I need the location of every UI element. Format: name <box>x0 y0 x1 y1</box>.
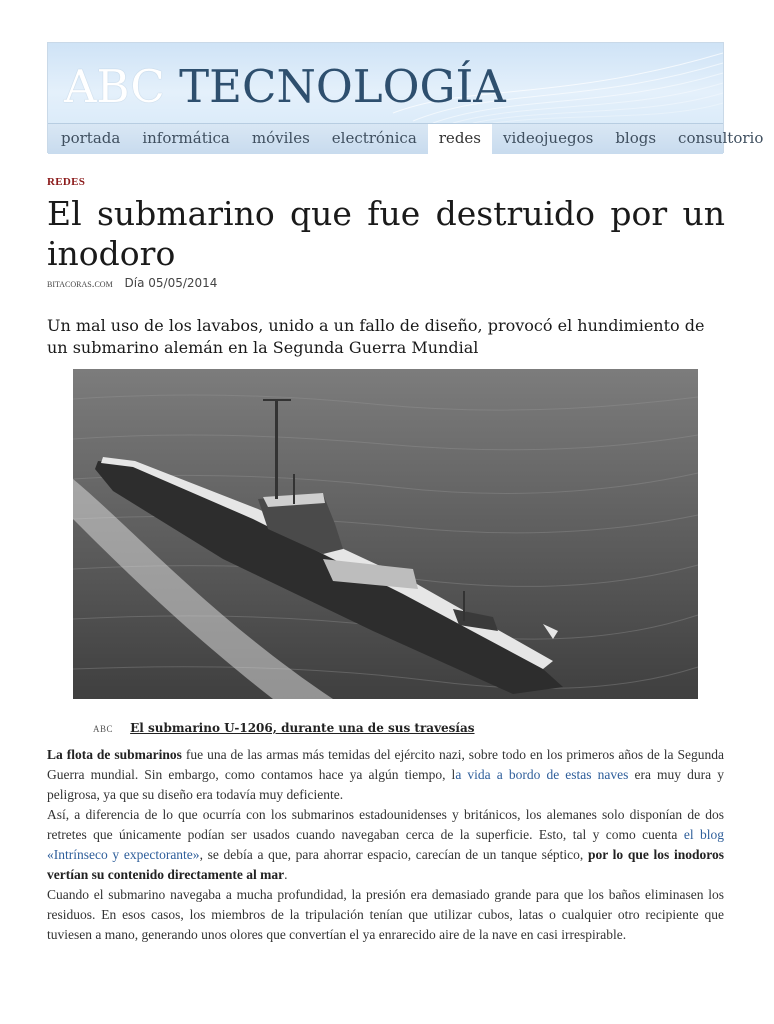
brand-section: TECNOLOGÍA <box>179 60 506 113</box>
site-logo[interactable] <box>64 61 506 113</box>
body-paragraph-2: Así, a diferencia de lo que ocurría con los submarinos estadounidenses y británicos, los alemanes solo disponían de dos retretes que únicamente podían ser usados cuando navegaban cerca de la superficie. Esto, tal y como cuenta el blog «Intrínseco y expectorante», se debía a que, para ahorrar espacio, carecían de un tanque séptico, por lo que los inodoros vertían su contenido directamente al mar. <box>47 807 724 882</box>
article-photo <box>73 369 698 699</box>
body-paragraph-1: La flota de submarinos fue una de las armas más temidas del ejército nazi, sobre todo en los primeros años de la Segunda Guerra mundial. Sin embargo, como contamos hace ya algún tiempo, la vida a bordo de estas naves era muy dura y peligrosa, ya que su diseño era todavía muy deficiente. <box>47 747 725 802</box>
body-paragraph-3: Cuando el submarino navegaba a mucha profundidad, la presión era demasiado grande para que los baños eliminasen los residuos. En esos casos, los miembros de la tripulación tenían que utilizar cubos, latas o cualquier otro recipiente que tuviesen a mano, generando unos olores que convertían el ya enrarecido aire de la nave en casi irrespirable. <box>47 887 724 942</box>
nav-item-consultorio[interactable]: consultorio <box>678 129 764 147</box>
nav-item-electronica[interactable]: electrónica <box>331 129 417 147</box>
nav-item-moviles[interactable]: móviles <box>251 129 310 147</box>
link-vida-a-bordo[interactable]: a vida a bordo de estas naves <box>455 767 629 782</box>
photo-caption <box>93 717 475 736</box>
nav-item-blogs[interactable]: blogs <box>615 129 657 147</box>
link-intrinseco-blog[interactable]: el blog «Intrínseco y expectorante» <box>47 827 724 862</box>
article-lead: Un mal uso de los lavabos, unido a un fallo de diseño, provocó el hundimiento de un submarino alemán en la Segunda Guerra Mundial <box>47 316 705 357</box>
article-source: bitacoras.com <box>47 278 113 290</box>
caption-source: ABC <box>93 724 114 734</box>
section-label[interactable]: REDES <box>47 176 86 188</box>
body-strong-2: por lo que los inodoros vertían su contenido directamente al mar <box>47 847 724 882</box>
article-meta <box>47 276 217 290</box>
brand-abc: ABC <box>64 60 165 113</box>
nav-item-informatica[interactable]: informática <box>142 129 230 147</box>
nav-item-videojuegos[interactable]: videojuegos <box>503 129 594 147</box>
masthead <box>47 42 764 153</box>
body-strong-1: La flota de submarinos <box>47 747 182 762</box>
article-date: Día 05/05/2014 <box>124 276 218 290</box>
main-nav <box>48 123 764 154</box>
nav-item-redes[interactable]: redes <box>428 124 492 154</box>
article-title: El submarino que fue destruido por un inodoro <box>47 194 725 273</box>
submarine-photo-illustration <box>73 369 698 699</box>
article-body <box>47 745 724 945</box>
caption-text[interactable]: El submarino U-1206, durante una de sus travesías <box>130 721 475 735</box>
nav-item-portada[interactable]: portada <box>61 129 121 147</box>
